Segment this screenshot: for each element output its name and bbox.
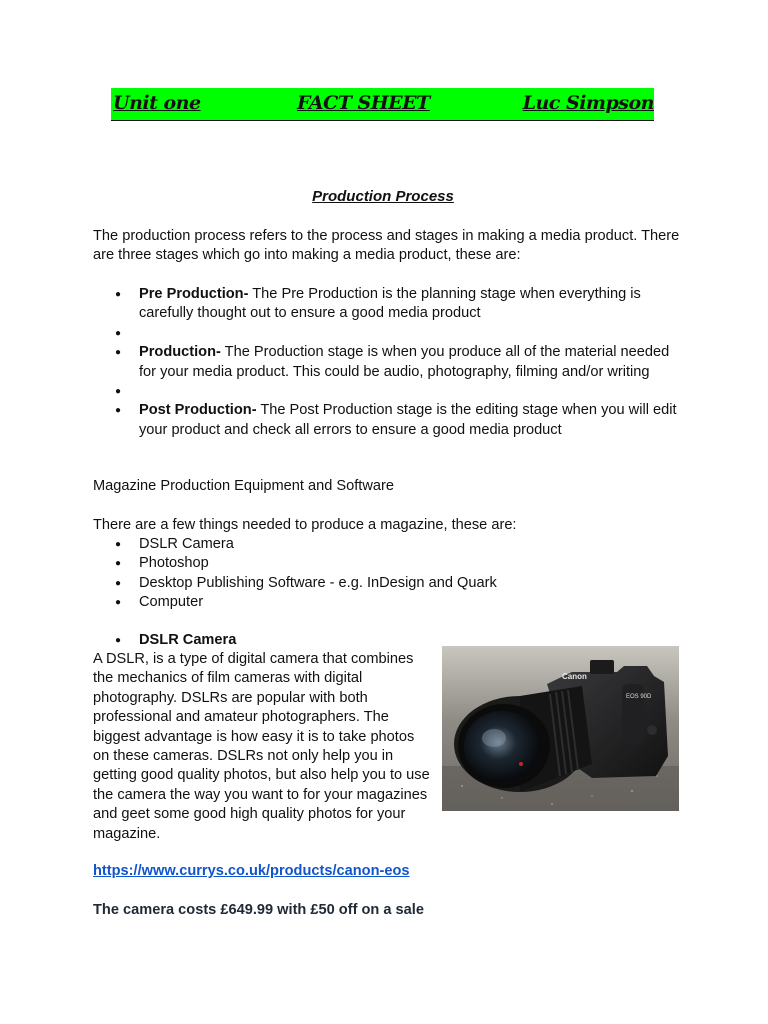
- list-item: ● Computer: [93, 593, 683, 612]
- camera-price: The camera costs £649.99 with £50 off on a sale: [93, 902, 424, 918]
- stage-label: Production-: [139, 344, 221, 361]
- camera-photo: [442, 646, 679, 811]
- stages-list: [93, 285, 683, 440]
- camera-image: [442, 646, 679, 811]
- header-unit: Unit one: [113, 92, 201, 114]
- equipment-heading: Magazine Production Equipment and Software: [93, 478, 394, 494]
- list-item: ● DSLR Camera: [93, 535, 683, 554]
- list-item: ● Desktop Publishing Software - e.g. InDesign and Quark: [93, 574, 683, 593]
- stage-text: The Post Production stage is the editing stage when you will edit your product and check all errors to ensure a good media product: [139, 402, 677, 438]
- list-item: ● Photoshop: [93, 554, 683, 573]
- stage-label: Post Production-: [139, 402, 257, 419]
- page-title: Production Process: [312, 188, 454, 205]
- equipment-list: [93, 535, 683, 613]
- equipment-intro: There are a few things needed to produce a magazine, these are:: [93, 517, 517, 533]
- header-banner: [111, 88, 654, 121]
- stage-text: The Pre Production is the planning stage when everything is carefully thought out to ensure a good media product: [139, 286, 641, 322]
- list-item: [93, 401, 683, 440]
- currys-product-link[interactable]: https://www.currys.co.uk/products/canon-eos: [93, 863, 410, 879]
- stage-text: The Production stage is when you produce all of the material needed for your media product. This could be audio, photography, filming and/or writing: [139, 344, 670, 380]
- list-item: [93, 285, 683, 324]
- list-item: [93, 343, 683, 382]
- camera-model-label: EOS 90D: [626, 694, 652, 700]
- header-fact-sheet: FACT SHEET: [297, 92, 430, 114]
- empty-list-item: [93, 382, 683, 401]
- header-author: Luc Simpson: [522, 92, 654, 114]
- stage-label: Pre Production-: [139, 286, 249, 302]
- intro-paragraph: The production process refers to the process and stages in making a media product. There are three stages which go into making a media product, these are:: [93, 228, 680, 264]
- dslr-heading: DSLR Camera: [139, 632, 237, 648]
- camera-brand-label: Canon: [562, 672, 587, 681]
- empty-list-item: [93, 324, 683, 343]
- dslr-description: A DSLR, is a type of digital camera that combines the mechanics of film cameras with digital photography. DSLRs are popular with both professional and amateur photographers. The biggest advantage is how easy it is to take photos on these cameras. DSLRs not only help you in getting good quality photos, but also help you to use the camera the way you want to for your magazines and geet some good high quality photos for your magazine.: [93, 651, 430, 842]
